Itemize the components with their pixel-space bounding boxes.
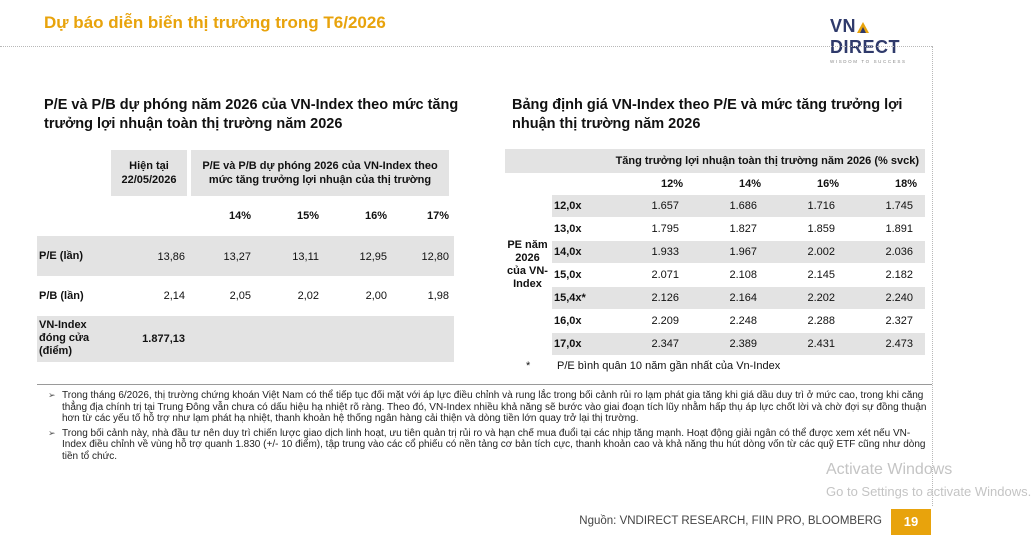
growth-header: 16% — [816, 178, 839, 190]
cell-value: 2.071 — [651, 269, 679, 281]
table-row — [37, 316, 454, 362]
table-row — [505, 241, 925, 264]
pe-multiple: 15,4x* — [554, 292, 586, 304]
cell-value: 1.686 — [729, 200, 757, 212]
growth-header: 14% — [738, 178, 761, 190]
cell-value: 2.145 — [807, 269, 835, 281]
table-row — [505, 310, 925, 333]
current-value: 13,86 — [157, 251, 185, 263]
bullet-text: Trong tháng 6/2026, thị trường chứng khoán Việt Nam có thể tiếp tục đối mặt với áp lực điều chỉnh và rung lắc trong bối cảnh rủi ro lạm phát gia tăng khi giá dầu duy trì ở mức cao, trong khi căng thẳng địa chính trị tại Trung Đông vẫn chưa có dấu hiệu hạ nhiệt rõ ràng. Theo đó, VN-Index nhiều khả năng sẽ bước vào giai đoạn tích lũy nhằm hấp thụ áp lực chốt lời và chờ đợi sự đồng thuận hơn từ các yếu tố hỗ trợ như lạm phát hạ nhiệt, thanh khoản hệ thống ngân hàng cải thiện và dòng tiền lớn quay trở lại thị trường. — [62, 390, 927, 425]
close-value: 1.877,13 — [142, 333, 185, 345]
cell-value: 2.288 — [807, 315, 835, 327]
row-label: P/B (lần) — [39, 290, 84, 302]
growth-row — [505, 173, 925, 195]
pe-multiple: 16,0x — [554, 315, 582, 327]
header-divider — [0, 46, 932, 47]
watermark-line1: Activate Windows — [826, 461, 953, 478]
cell-value: 2.182 — [885, 269, 913, 281]
cell-value: 2.389 — [729, 338, 757, 350]
cell-value: 2.248 — [729, 315, 757, 327]
table-note — [505, 356, 925, 378]
right-border — [932, 46, 933, 506]
bullet-text: Trong bối cảnh này, nhà đầu tư nên duy trì chiến lược giao dịch linh hoạt, ưu tiên quản trị rủi ro và hạn chế mua đuổi tại các nhịp tăng mạnh. Hoạt động giải ngân có thể được xem xét nếu VN-Index điều chỉnh về vùng hỗ trợ quanh 1.830 (+/- 10 điểm), tập trung vào các cổ phiếu có nền tảng cơ bản tích cực, thanh khoản cao và khả năng thu hút dòng vốn từ các quỹ ETF cũng như dòng tiền tổ chức. — [62, 427, 926, 462]
list-item — [48, 390, 928, 425]
pe-multiple: 12,0x — [554, 200, 582, 212]
cell-value: 1.795 — [651, 223, 679, 235]
cell-value: 1.891 — [885, 223, 913, 235]
watermark-line2: Go to Settings to activate Windows. — [826, 484, 1031, 499]
cell-value: 1.745 — [885, 200, 913, 212]
growth-header: 17% — [426, 210, 449, 222]
cell-value: 2.240 — [885, 292, 913, 304]
cell-value: 2.347 — [651, 338, 679, 350]
cell-value: 1.859 — [807, 223, 835, 235]
source-note: Nguồn: VNDIRECT RESEARCH, FIIN PRO, BLOOMBERG — [579, 515, 882, 527]
cell-value: 2.126 — [651, 292, 679, 304]
table-row — [505, 195, 925, 218]
cell-value: 2.164 — [729, 292, 757, 304]
cell-value: 1.716 — [807, 200, 835, 212]
cell-value: 2,05 — [229, 290, 251, 302]
table-row — [37, 236, 454, 276]
close-label: VN-Index đóng cửa (điểm) — [39, 319, 90, 357]
growth-header: 15% — [296, 210, 319, 222]
cell-value: 2.036 — [885, 246, 913, 258]
cell-value: 2.431 — [807, 338, 835, 350]
table-row — [37, 276, 454, 316]
cell-value: 12,80 — [421, 251, 449, 263]
cell-value: 13,11 — [292, 251, 319, 263]
growth-header: 14% — [228, 210, 251, 222]
commentary-divider — [37, 384, 932, 385]
table-row — [505, 333, 925, 356]
pe-multiple: 13,0x — [554, 223, 582, 235]
arrow-bullet-icon: ➢ — [48, 390, 56, 400]
table-header — [37, 150, 454, 196]
cell-value: 2.209 — [651, 315, 679, 327]
table-header — [505, 149, 925, 173]
pe-pb-forecast-table — [37, 150, 454, 362]
growth-axis-header: Tăng trưởng lợi nhuận toàn thị trường năm 2026 (% svck) — [615, 155, 919, 167]
cell-value: 13,27 — [223, 251, 251, 263]
col-current-header: Hiện tại 22/05/2026 — [121, 160, 177, 186]
cell-value: 1.967 — [729, 246, 757, 258]
logo-triangle-icon — [857, 22, 868, 33]
pe-multiple: 17,0x — [554, 338, 582, 350]
row-label: P/E (lần) — [39, 250, 84, 262]
growth-header: 16% — [364, 210, 387, 222]
arrow-bullet-icon: ➢ — [48, 427, 56, 438]
cell-value: 1.827 — [729, 223, 757, 235]
cell-value: 1,98 — [427, 290, 449, 302]
growth-header: 12% — [660, 178, 683, 190]
note-text: P/E bình quân 10 năm gần nhất của Vn-Index — [557, 360, 781, 372]
growth-row — [37, 196, 454, 236]
cell-value: 2.473 — [885, 338, 913, 350]
growth-header: 18% — [894, 178, 917, 190]
pe-multiple: 14,0x — [554, 246, 582, 258]
table-row — [505, 264, 925, 287]
left-section-title: P/E và P/B dự phóng năm 2026 của VN-Index theo mức tăng trưởng lợi nhuận toàn thị trường năm 2026 — [44, 97, 459, 132]
slide-title: Dự báo diễn biến thị trường trong T6/2026 — [44, 13, 386, 32]
cell-value: 2.108 — [729, 269, 757, 281]
pe-row-axis-label: PE năm 2026 của VN-Index — [507, 239, 548, 290]
logo-tagline: WISDOM TO SUCCESS — [830, 59, 907, 64]
current-value: 2,14 — [163, 290, 185, 302]
table-row — [505, 218, 925, 241]
right-section-title: Bảng định giá VN-Index theo P/E và mức tăng trưởng lợi nhuận thị trường năm 2026 — [512, 97, 903, 132]
table-row — [505, 287, 925, 310]
list-item — [48, 428, 928, 463]
activate-windows-watermark — [826, 460, 1031, 501]
note-mark: * — [526, 360, 531, 372]
cell-value: 2.202 — [807, 292, 835, 304]
logo-wordmark: VNDIRECT — [830, 16, 900, 57]
commentary — [48, 390, 928, 466]
cell-value: 1.657 — [651, 200, 679, 212]
vndirect-logo — [830, 16, 934, 64]
col-forecast-header: P/E và P/B dự phóng 2026 của VN-Index theo mức tăng trưởng lợi nhuận của thị trường — [202, 160, 438, 186]
pe-multiple: 15,0x — [554, 269, 582, 281]
valuation-table — [505, 149, 925, 378]
cell-value: 12,95 — [359, 251, 387, 263]
page-number: 19 — [891, 509, 931, 535]
cell-value: 2,02 — [297, 290, 319, 302]
cell-value: 2.002 — [807, 246, 835, 258]
cell-value: 1.933 — [651, 246, 679, 258]
cell-value: 2.327 — [885, 315, 913, 327]
cell-value: 2,00 — [365, 290, 387, 302]
